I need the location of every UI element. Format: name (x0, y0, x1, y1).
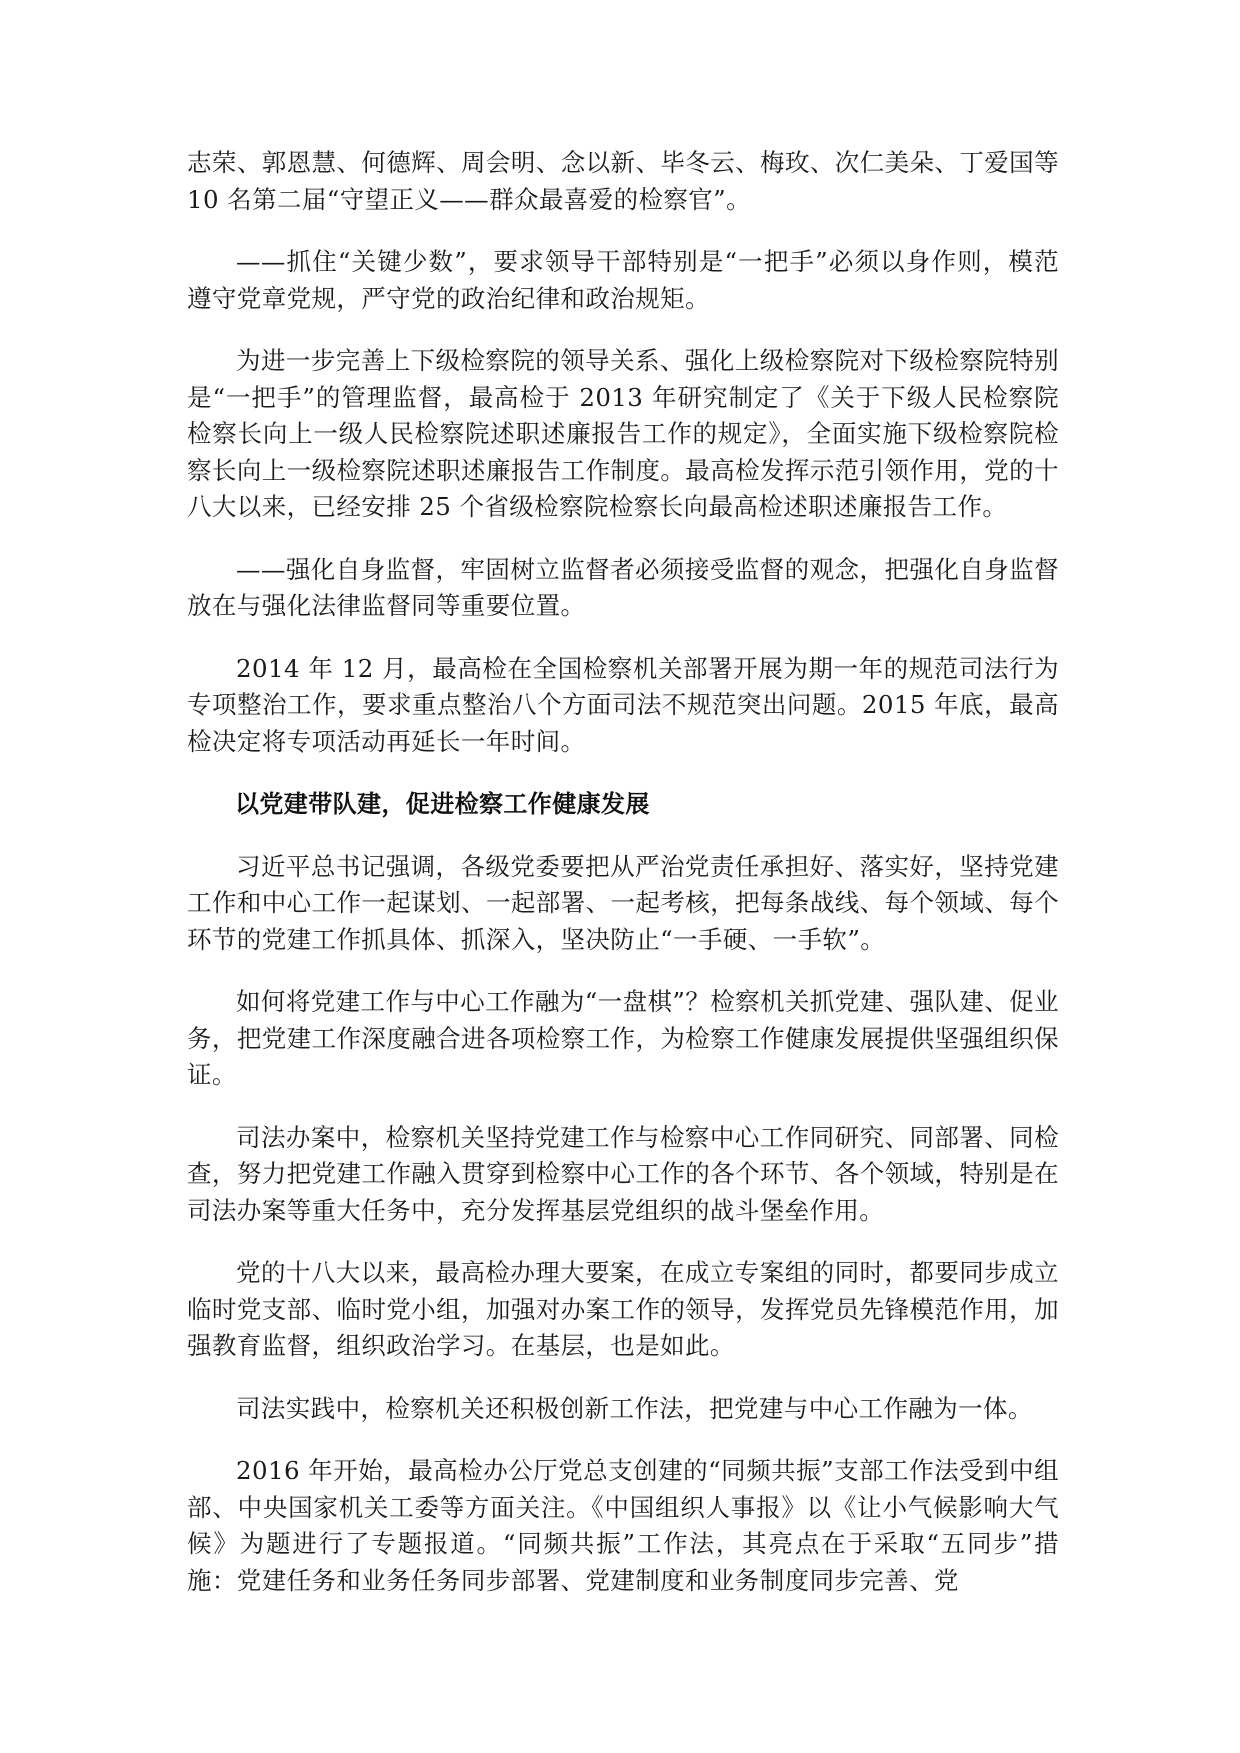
paragraph-2: ——抓住“关键少数”，要求领导干部特别是“一把手”必须以身作则，模范遵守党章党规，严守党的政治纪律和政治规矩。 (187, 247, 1059, 313)
paragraph-12: 2016 年开始，最高检办公厅党总支创建的“同频共振”支部工作法受到中组部、中央国家机关工委等方面关注。《中国组织人事报》以《让小气候影响大气候》为题进行了专题报道。“同频共振”工作法，其亮点在于采取“五同步”措施：党建任务和业务任务同步部署、党建制度和业务制度同步完善、党 (187, 1456, 1059, 1595)
paragraph-9: 司法办案中，检察机关坚持党建工作与检察中心工作同研究、同部署、同检查，努力把党建工作融入贯穿到检察中心工作的各个环节、各个领域，特别是在司法办案等重大任务中，充分发挥基层党组织的战斗堡垒作用。 (187, 1122, 1059, 1225)
paragraph-11: 司法实践中，检察机关还积极创新工作法，把党建与中心工作融为一体。 (236, 1393, 1033, 1423)
paragraph-5: 2014 年 12 月，最高检在全国检察机关部署开展为期一年的规范司法行为专项整治工作，要求重点整治八个方面司法不规范突出问题。2015 年底，最高检决定将专项活动再延长一年时间。 (187, 653, 1059, 756)
paragraph-3: 为进一步完善上下级检察院的领导关系、强化上级检察院对下级检察院特别是“一把手”的管理监督，最高检于 2013 年研究制定了《关于下级人民检察院检察长向上一级人民检察院述职述廉报告工作的规定》，全面实施下级检察院检察长向上一级检察院述职述廉报告工作制度。最高检发挥示范引领作用，党的十八大以来，已经安排 25 个省级检察院检察长向最高检述职述廉报告工作。 (187, 346, 1059, 521)
paragraph-10: 党的十八大以来，最高检办理大要案，在成立专案组的同时，都要同步成立临时党支部、临时党小组，加强对办案工作的领导，发挥党员先锋模范作用，加强教育监督，组织政治学习。在基层，也是如此。 (187, 1258, 1059, 1360)
document-body (187, 145, 1059, 1625)
paragraph-4: ——强化自身监督，牢固树立监督者必须接受监督的观念，把强化自身监督放在与强化法律监督同等重要位置。 (187, 554, 1059, 620)
paragraph-7: 习近平总书记强调，各级党委要把从严治党责任承担好、落实好，坚持党建工作和中心工作一起谋划、一起部署、一起考核，把每条战线、每个领域、每个环节的党建工作抓具体、抓深入，坚决防止“一手硬、一手软”。 (187, 851, 1059, 954)
paragraph-8: 如何将党建工作与中心工作融为“一盘棋”？检察机关抓党建、强队建、促业务，把党建工作深度融合进各项检察工作，为检察工作健康发展提供坚强组织保证。 (187, 987, 1059, 1089)
section-heading: 以党建带队建，促进检察工作健康发展 (235, 790, 650, 818)
paragraph-1: 志荣、郭恩慧、何德辉、周会明、念以新、毕冬云、梅玫、次仁美朵、丁爱国等 10 名第二届“守望正义——群众最喜爱的检察官”。 (187, 148, 1059, 214)
